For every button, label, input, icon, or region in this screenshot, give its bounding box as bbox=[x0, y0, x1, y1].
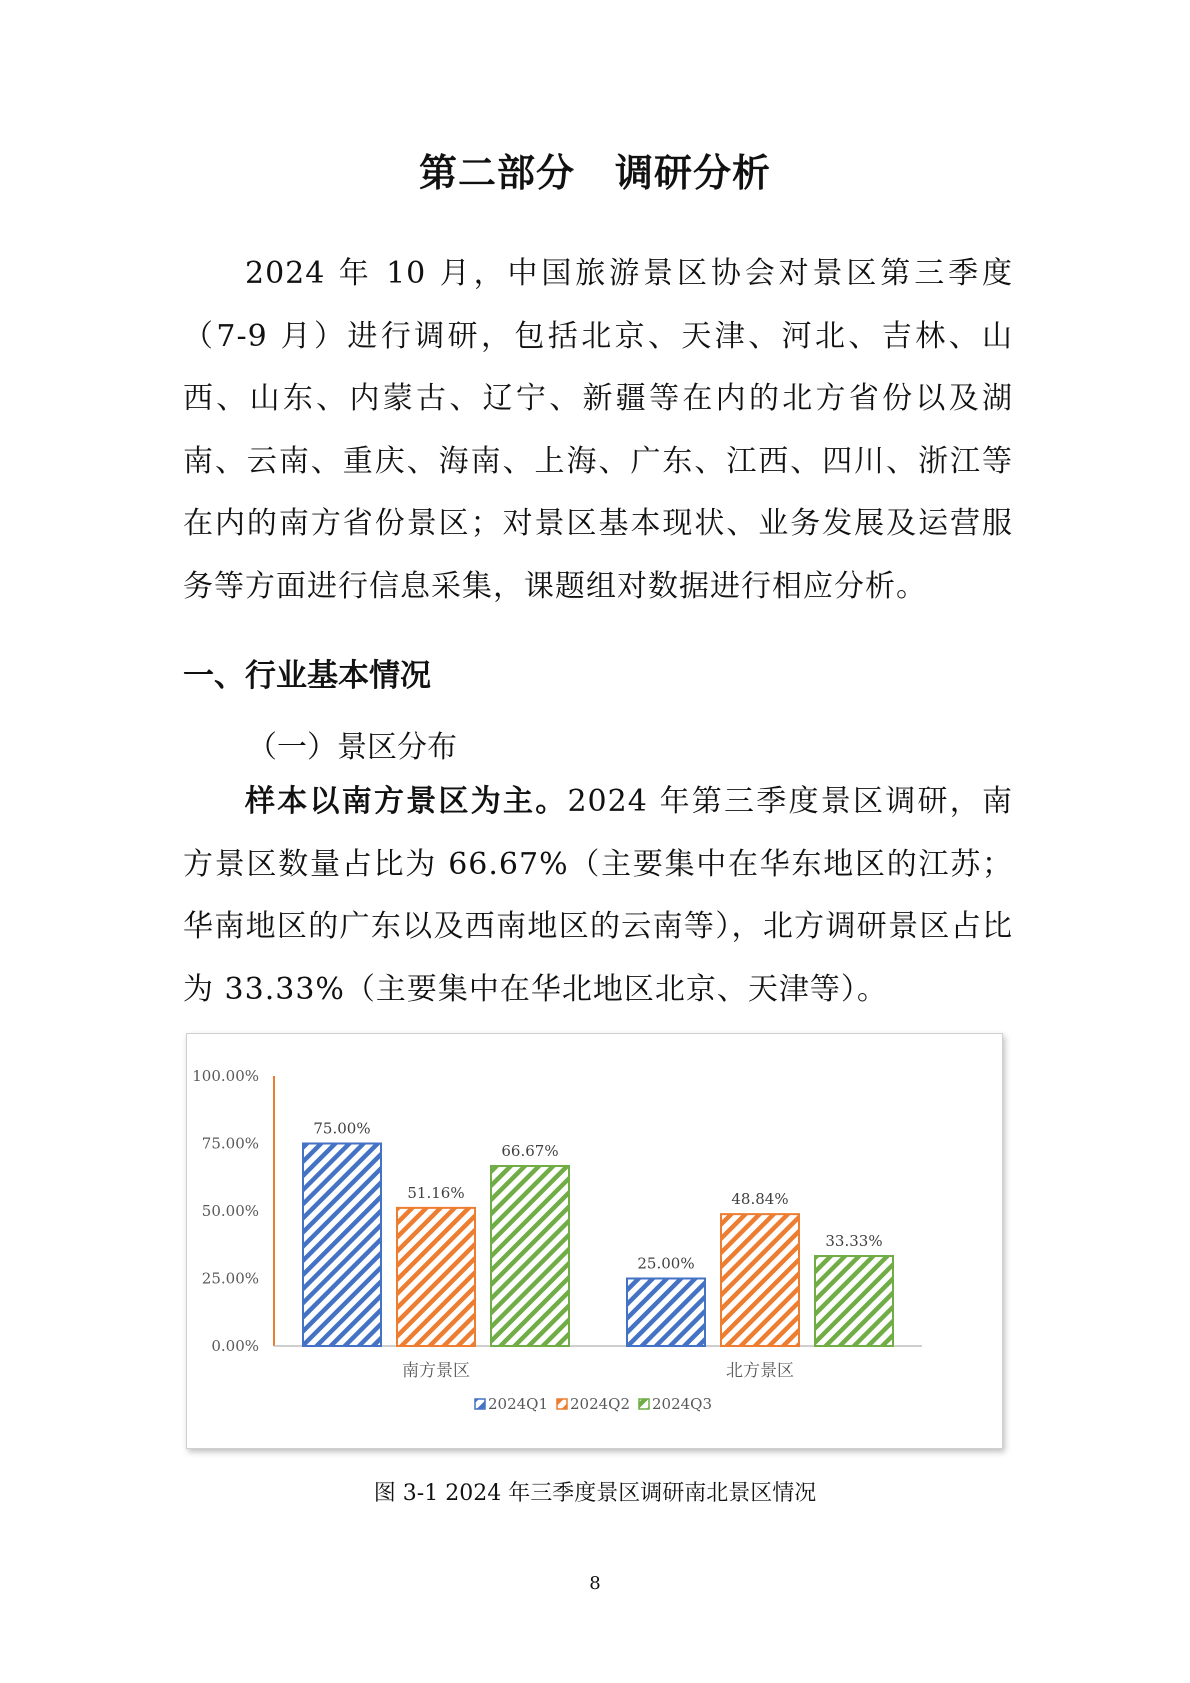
intro-paragraph: 2024 年 10 月，中国旅游景区协会对景区第三季度（7-9 月）进行调研，包括北京、天津、河北、吉林、山西、山东、内蒙古、辽宁、新疆等在内的北方省份以及湖南、云南、重庆、海南、上海、广东、江西、四川、浙江等在内的南方省份景区；对景区基本现状、业务发展及运营服务等方面进行信息采集，课题组对数据进行相应分析。 bbox=[183, 256, 1013, 604]
title-name: 调研分析 bbox=[615, 151, 772, 195]
legend-label: 2024Q1 bbox=[488, 1395, 549, 1413]
legend-swatch bbox=[475, 1399, 485, 1409]
chart-container bbox=[186, 1033, 1003, 1449]
finding-paragraph bbox=[183, 771, 1013, 1021]
data-label: 25.00% bbox=[637, 1254, 695, 1273]
title-part: 第二部分 bbox=[418, 151, 575, 195]
legend-label: 2024Q3 bbox=[652, 1395, 713, 1413]
bar-chart bbox=[187, 1034, 1002, 1448]
x-category-label: 北方景区 bbox=[726, 1361, 794, 1381]
y-tick-label: 50.00% bbox=[201, 1202, 259, 1220]
bar-2024Q3-1 bbox=[815, 1256, 893, 1346]
legend-swatch bbox=[557, 1399, 567, 1409]
data-label: 51.16% bbox=[407, 1183, 465, 1202]
figure-caption: 图 3-1 2024 年三季度景区调研南北景区情况 bbox=[373, 1481, 817, 1506]
page-title bbox=[0, 142, 1190, 197]
y-tick-label: 25.00% bbox=[201, 1269, 259, 1288]
bar-2024Q1-1 bbox=[627, 1279, 705, 1347]
data-label: 66.67% bbox=[501, 1141, 559, 1160]
finding-text: 2024 年第三季度景区调研，南方景区数量占比为 66.67%（主要集中在华东地区的江苏；华南地区的广东以及西南地区的云南等），北方调研景区占比为 33.33%（主要集中在华北地区北京、天津等）。 bbox=[183, 784, 1013, 1007]
legend-swatch bbox=[639, 1399, 649, 1409]
bar-2024Q3-0 bbox=[491, 1166, 569, 1346]
subsection-heading: （一）景区分布 bbox=[247, 730, 457, 765]
legend-label: 2024Q2 bbox=[570, 1395, 631, 1413]
data-label: 33.33% bbox=[825, 1232, 883, 1251]
section-heading: 一、行业基本情况 bbox=[183, 658, 431, 694]
finding-lead: 样本以南方景区为主。 bbox=[245, 784, 568, 819]
data-label: 75.00% bbox=[313, 1119, 371, 1138]
bar-2024Q2-0 bbox=[397, 1208, 475, 1346]
page-number: 8 bbox=[589, 1573, 601, 1594]
bar-2024Q1-0 bbox=[303, 1144, 381, 1347]
bar-2024Q2-1 bbox=[721, 1214, 799, 1346]
y-tick-label: 0.00% bbox=[211, 1337, 259, 1355]
x-category-label: 南方景区 bbox=[402, 1361, 470, 1381]
data-label: 48.84% bbox=[731, 1190, 789, 1209]
y-tick-label: 100.00% bbox=[192, 1067, 259, 1085]
y-tick-label: 75.00% bbox=[201, 1134, 259, 1153]
